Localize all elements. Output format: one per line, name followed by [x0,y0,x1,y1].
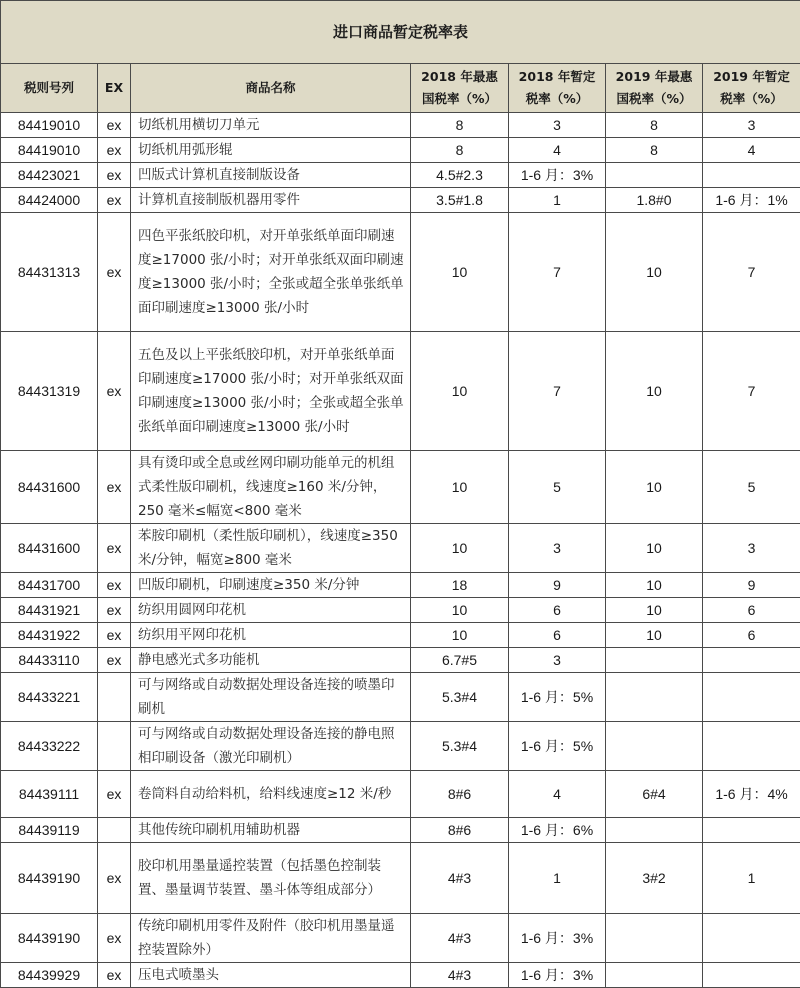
cell-name: 苯胺印刷机（柔性版印刷机），线速度≥350 米/分钟，幅宽≥800 毫米 [131,524,411,573]
table-row [1,648,800,673]
cell-mfn2018: 4.5#2.3 [411,163,509,188]
cell-tmp2018: 4 [509,138,606,163]
cell-mfn2019: 10 [606,332,703,451]
cell-tmp2019: 9 [703,573,800,598]
cell-code: 84431921 [1,598,98,623]
cell-mfn2019: 8 [606,113,703,138]
cell-ex: ex [98,451,131,524]
cell-tmp2019 [703,914,800,963]
cell-tmp2018: 1-6 月：3% [509,163,606,188]
cell-mfn2018: 4#3 [411,963,509,988]
cell-name: 胶印机用墨量遥控装置（包括墨色控制装置、墨量调节装置、墨斗体等组成部分） [131,843,411,914]
cell-ex [98,818,131,843]
cell-tmp2019 [703,648,800,673]
cell-tmp2018: 1-6 月：5% [509,673,606,722]
cell-tmp2019: 6 [703,623,800,648]
table-row [1,771,800,818]
cell-mfn2018: 8#6 [411,771,509,818]
header-tmp2018: 2018 年暂定 税率（%） [509,64,606,113]
cell-code: 84433222 [1,722,98,771]
cell-ex: ex [98,332,131,451]
cell-code: 84423021 [1,163,98,188]
cell-tmp2019 [703,722,800,771]
table-row [1,963,800,988]
cell-name: 凹版印刷机，印刷速度≥350 米/分钟 [131,573,411,598]
cell-code: 84433221 [1,673,98,722]
header-mfn2018: 2018 年最惠 国税率（%） [411,64,509,113]
cell-mfn2018: 8#6 [411,818,509,843]
cell-name: 计算机直接制版机器用零件 [131,188,411,213]
cell-tmp2019: 7 [703,213,800,332]
cell-mfn2018: 18 [411,573,509,598]
cell-tmp2019 [703,818,800,843]
cell-mfn2019 [606,722,703,771]
cell-mfn2018: 10 [411,213,509,332]
cell-mfn2018: 10 [411,598,509,623]
cell-tmp2019: 3 [703,113,800,138]
cell-tmp2018: 1-6 月：6% [509,818,606,843]
cell-ex: ex [98,188,131,213]
table-row [1,332,800,451]
cell-code: 84431700 [1,573,98,598]
cell-mfn2018: 5.3#4 [411,673,509,722]
cell-name: 可与网络或自动数据处理设备连接的静电照相印刷设备（激光印刷机） [131,722,411,771]
cell-tmp2018: 5 [509,451,606,524]
cell-ex: ex [98,843,131,914]
cell-code: 84433110 [1,648,98,673]
cell-name: 静电感光式多功能机 [131,648,411,673]
cell-ex: ex [98,573,131,598]
cell-tmp2019 [703,673,800,722]
table-title: 进口商品暂定税率表 [1,1,800,64]
cell-ex: ex [98,914,131,963]
table-row [1,573,800,598]
table-row [1,722,800,771]
cell-tmp2019: 5 [703,451,800,524]
cell-tmp2019: 1 [703,843,800,914]
cell-ex: ex [98,623,131,648]
table-row [1,623,800,648]
table-row [1,524,800,573]
cell-tmp2018: 3 [509,524,606,573]
cell-code: 84439111 [1,771,98,818]
cell-name: 具有烫印或全息或丝网印刷功能单元的机组式柔性版印刷机，线速度≥160 米/分钟，250 毫米≤幅宽<800 毫米 [131,451,411,524]
cell-name: 切纸机用横切刀单元 [131,113,411,138]
table-row [1,598,800,623]
cell-mfn2018: 4#3 [411,843,509,914]
cell-mfn2019: 10 [606,213,703,332]
cell-code: 84431922 [1,623,98,648]
cell-mfn2018: 4#3 [411,914,509,963]
cell-mfn2018: 10 [411,623,509,648]
cell-code: 84439119 [1,818,98,843]
cell-tmp2018: 1 [509,188,606,213]
header-ex: EX [98,64,131,113]
cell-name: 压电式喷墨头 [131,963,411,988]
cell-ex: ex [98,138,131,163]
cell-mfn2019: 10 [606,524,703,573]
cell-ex: ex [98,963,131,988]
cell-name: 纺织用平网印花机 [131,623,411,648]
cell-code: 84431600 [1,524,98,573]
cell-mfn2018: 10 [411,332,509,451]
cell-code: 84424000 [1,188,98,213]
cell-mfn2019 [606,914,703,963]
cell-tmp2018: 3 [509,113,606,138]
header-mfn2019: 2019 年最惠 国税率（%） [606,64,703,113]
table-row [1,673,800,722]
table-row [1,213,800,332]
cell-mfn2018: 8 [411,138,509,163]
table-row [1,914,800,963]
cell-code: 84431600 [1,451,98,524]
cell-ex: ex [98,213,131,332]
table-row [1,163,800,188]
cell-ex: ex [98,163,131,188]
cell-ex: ex [98,771,131,818]
cell-tmp2019 [703,963,800,988]
cell-mfn2019 [606,963,703,988]
cell-mfn2018: 5.3#4 [411,722,509,771]
cell-tmp2018: 6 [509,598,606,623]
cell-code: 84419010 [1,113,98,138]
cell-ex: ex [98,598,131,623]
cell-code: 84439190 [1,914,98,963]
cell-ex [98,722,131,771]
cell-tmp2019 [703,163,800,188]
cell-mfn2019: 10 [606,598,703,623]
cell-mfn2019 [606,648,703,673]
header-row [1,64,800,113]
cell-code: 84419010 [1,138,98,163]
cell-tmp2018: 3 [509,648,606,673]
cell-tmp2018: 7 [509,332,606,451]
cell-tmp2018: 1-6 月：3% [509,914,606,963]
cell-mfn2019: 3#2 [606,843,703,914]
cell-mfn2019: 6#4 [606,771,703,818]
cell-tmp2018: 1-6 月：5% [509,722,606,771]
cell-tmp2019: 1-6 月：4% [703,771,800,818]
cell-tmp2018: 9 [509,573,606,598]
cell-mfn2019: 8 [606,138,703,163]
cell-mfn2018: 8 [411,113,509,138]
cell-name: 卷筒料自动给料机，给料线速度≥12 米/秒 [131,771,411,818]
cell-ex: ex [98,524,131,573]
table-row [1,818,800,843]
cell-code: 84431313 [1,213,98,332]
cell-ex [98,673,131,722]
cell-name: 可与网络或自动数据处理设备连接的喷墨印刷机 [131,673,411,722]
cell-mfn2019: 10 [606,623,703,648]
cell-tmp2019: 1-6 月：1% [703,188,800,213]
cell-code: 84431319 [1,332,98,451]
cell-tmp2018: 4 [509,771,606,818]
cell-tmp2019: 4 [703,138,800,163]
cell-ex: ex [98,648,131,673]
cell-code: 84439190 [1,843,98,914]
cell-name: 纺织用圆网印花机 [131,598,411,623]
cell-mfn2019 [606,673,703,722]
cell-tmp2018: 1 [509,843,606,914]
table-row [1,138,800,163]
table-row [1,113,800,138]
cell-mfn2019 [606,163,703,188]
cell-name: 切纸机用弧形辊 [131,138,411,163]
cell-name: 五色及以上平张纸胶印机，对开单张纸单面印刷速度≥17000 张/小时；对开单张纸双面印刷速度≥13000 张/小时；全张或超全张单张纸单面印刷速度≥13000 张/小时 [131,332,411,451]
cell-name: 其他传统印刷机用辅助机器 [131,818,411,843]
table-row [1,451,800,524]
cell-tmp2019: 3 [703,524,800,573]
cell-mfn2019: 10 [606,573,703,598]
table-row [1,188,800,213]
cell-tmp2018: 1-6 月：3% [509,963,606,988]
cell-mfn2018: 10 [411,524,509,573]
cell-mfn2019 [606,818,703,843]
cell-code: 84439929 [1,963,98,988]
cell-mfn2018: 6.7#5 [411,648,509,673]
cell-name: 传统印刷机用零件及附件（胶印机用墨量遥控装置除外） [131,914,411,963]
cell-tmp2018: 6 [509,623,606,648]
cell-name: 四色平张纸胶印机，对开单张纸单面印刷速度≥17000 张/小时；对开单张纸双面印刷速度≥13000 张/小时；全张或超全张单张纸单面印刷速度≥13000 张/小时 [131,213,411,332]
cell-tmp2019: 7 [703,332,800,451]
cell-tmp2018: 7 [509,213,606,332]
cell-mfn2019: 1.8#0 [606,188,703,213]
cell-mfn2018: 3.5#1.8 [411,188,509,213]
cell-tmp2019: 6 [703,598,800,623]
cell-mfn2018: 10 [411,451,509,524]
cell-name: 凹版式计算机直接制版设备 [131,163,411,188]
header-code: 税则号列 [1,64,98,113]
header-tmp2019: 2019 年暂定 税率（%） [703,64,800,113]
table-row [1,843,800,914]
cell-mfn2019: 10 [606,451,703,524]
header-name: 商品名称 [131,64,411,113]
cell-ex: ex [98,113,131,138]
